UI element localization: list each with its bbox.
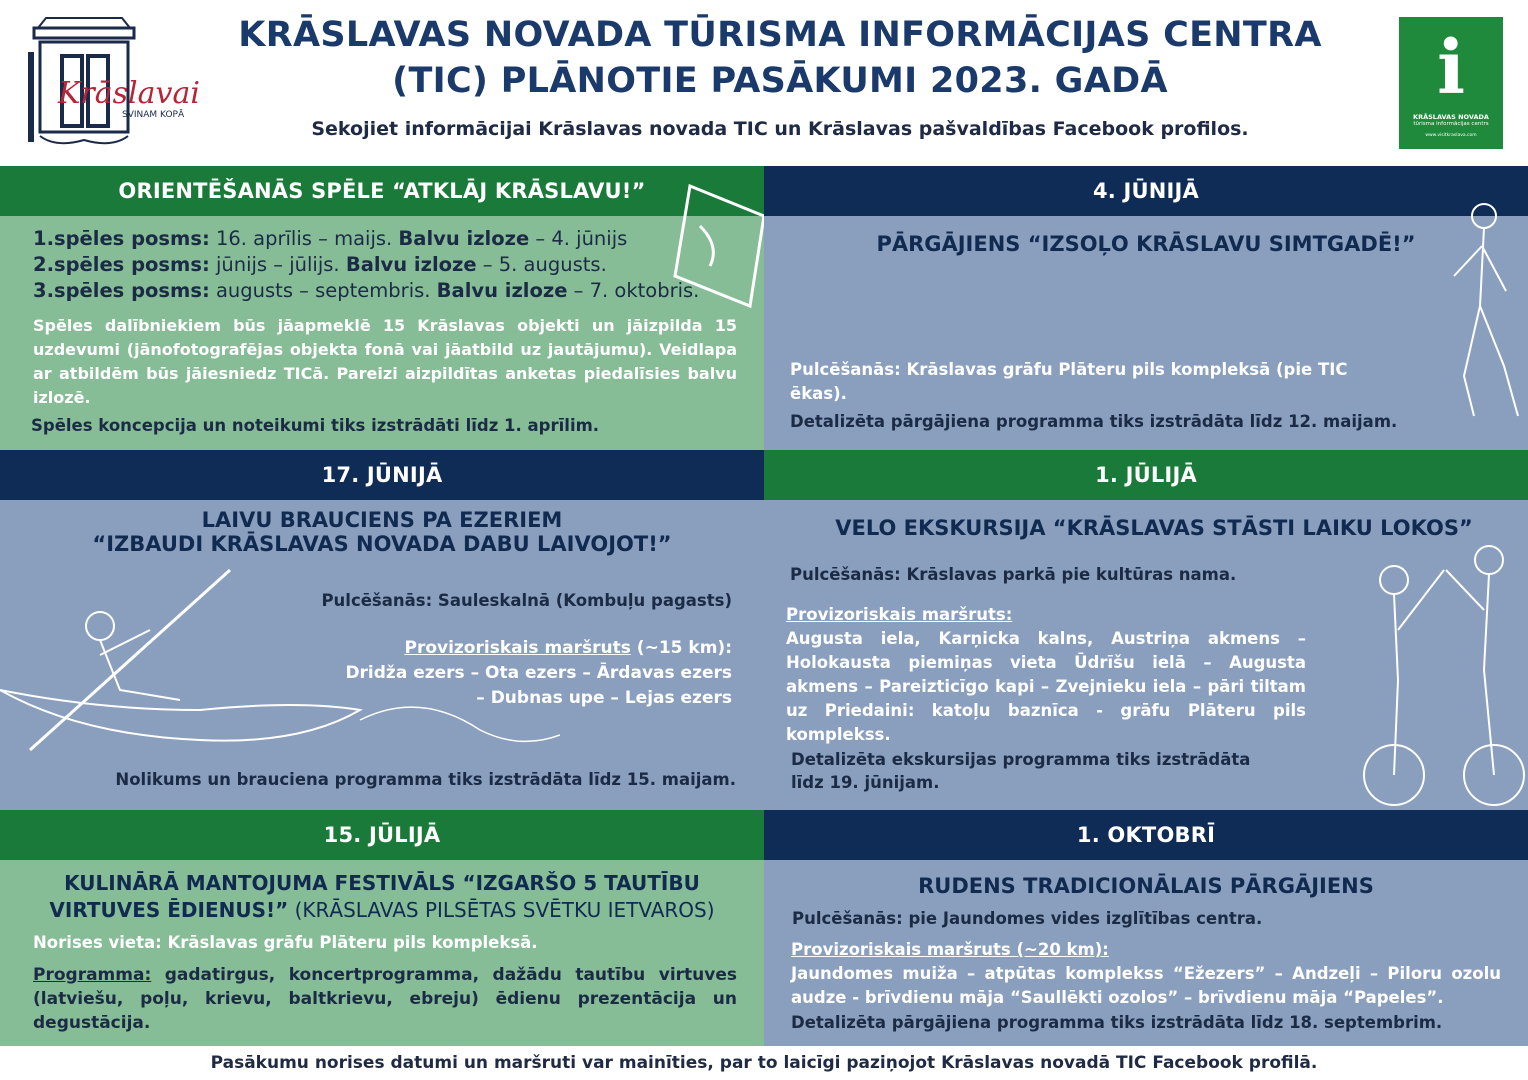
event-bar-july-1: 1. JŪLIJĀ xyxy=(764,450,1528,500)
orienteering-stages xyxy=(33,226,753,304)
tic-info-logo xyxy=(1399,17,1503,149)
logo-tagline: SVINAM KOPĀ xyxy=(122,110,185,120)
boats-heading-line2: “IZBAUDI KRĀSLAVAS NOVADA DABU LAIVOJOT!” xyxy=(92,532,672,556)
boats-heading xyxy=(0,508,764,556)
culinary-heading xyxy=(0,870,764,924)
subtitle: Sekojiet informācijai Krāslavas novada TIC un Krāslavas pašvaldības Facebook profilos. xyxy=(311,118,1249,140)
event-bar-july-15: 15. JŪLIJĀ xyxy=(0,810,764,860)
bike-heading: VELO EKSKURSIJA “KRĀSLAVAS STĀSTI LAIKU LOKOS” xyxy=(835,516,1473,540)
culinary-program xyxy=(33,963,737,1035)
draw-label: Balvu izloze xyxy=(345,253,477,276)
boats-route xyxy=(250,636,732,711)
stage-row xyxy=(33,278,753,304)
draw-date: – 7. oktobris. xyxy=(567,279,700,302)
info-logo-line1: KRĀSLAVAS NOVADA xyxy=(1413,113,1489,121)
autumn-meeting: Pulcēšanās: pie Jaundomes vides izglītības centra. xyxy=(792,909,1263,928)
culinary-program-label: Programma: xyxy=(33,965,152,985)
event-bar-june-17: 17. JŪNIJĀ xyxy=(0,450,764,500)
bike-meeting: Pulcēšanās: Krāslavas parkā pie kultūras nama. xyxy=(790,565,1237,584)
footer-note: Pasākumu norises datumi un maršruti var mainīties, par to laicīgi paziņojot Krāslavas novadā TIC Facebook profilā. xyxy=(0,1046,1528,1080)
culinary-heading-line1: KULINĀRĀ MANTOJUMA FESTIVĀLS “IZGARŠO 5 TAUTĪBU xyxy=(64,871,700,895)
draw-label: Balvu izloze xyxy=(398,227,530,250)
event-panel-boats xyxy=(0,450,764,810)
kraslava-logo xyxy=(26,14,200,154)
info-logo-line2: tūrisma informācijas centrs xyxy=(1413,121,1489,127)
event-bar-june-4: 4. JŪNIJĀ xyxy=(764,166,1528,216)
culinary-venue: Norises vieta: Krāslavas grāfu Plāteru pils kompleksā. xyxy=(33,933,538,952)
stage-period: augusts – septembris. xyxy=(209,279,437,302)
hike-meeting: Pulcēšanās: Krāslavas grāfu Plāteru pils kompleksā (pie TIC ēkas). xyxy=(790,360,1348,403)
autumn-note: Detalizēta pārgājiena programma tiks izstrādāta līdz 18. septembrim. xyxy=(791,1013,1443,1032)
event-bar-october-1: 1. OKTOBRĪ xyxy=(764,810,1528,860)
info-icon: i xyxy=(1436,25,1466,111)
stage-row xyxy=(33,252,753,278)
autumn-route-label: Provizoriskais maršruts (~20 km): xyxy=(791,940,1109,959)
stage-period: 16. aprīlis – maijs. xyxy=(209,227,399,250)
event-panel-hike-june xyxy=(764,166,1528,450)
hike-heading: PĀRGĀJIENS “IZSOĻO KRĀSLAVU SIMTGADĒ!” xyxy=(876,232,1416,256)
event-panel-autumn-hike xyxy=(764,810,1528,1046)
boats-route-title xyxy=(250,636,732,661)
boats-meeting: Pulcēšanās: Sauleskalnā (Kombuļu pagasts) xyxy=(321,591,732,610)
header xyxy=(0,0,1528,166)
stage-label: 1.spēles posms: xyxy=(33,227,210,250)
orienteering-description: Spēles dalībniekiem būs jāapmeklē 15 Krāslavas objekti un jāizpilda 15 uzdevumi (jānofotografējas objekta fonā vai jāatbild uz jautājumu). Veidlapa ar atbildēm būs jāiesniedz TICā. Pareizi aizpildītas anketas piedalīsies balvu izlozē. xyxy=(33,316,737,407)
event-panel-culinary xyxy=(0,810,764,1046)
cyclists-icon xyxy=(1354,530,1528,810)
bike-note xyxy=(791,748,1331,794)
bike-route xyxy=(786,603,1306,747)
draw-date: – 5. augusts. xyxy=(476,253,607,276)
culinary-heading-line2 xyxy=(0,897,764,924)
boats-route-line1: Dridža ezers – Ota ezers – Ārdavas ezers xyxy=(345,663,732,683)
stage-label: 2.spēles posms: xyxy=(33,253,210,276)
stage-label: 3.spēles posms: xyxy=(33,279,210,302)
logo-script-text: Krāslavai xyxy=(58,76,200,111)
boats-route-line2: – Dubnas upe – Lejas ezers xyxy=(476,688,732,708)
event-panel-bike xyxy=(764,450,1528,810)
title-line-1: KRĀSLAVAS NOVADA TŪRISMA INFORMĀCIJAS CENTRA xyxy=(238,15,1322,55)
autumn-route-text: Jaundomes muiža – atpūtas komplekss “Ežezers” – Andzeļi – Piloru ozolu audze - brīvdienu māja “Saullēkti ozolos” – brīvdienu māja “Papeles”. xyxy=(791,964,1501,1007)
culinary-program-text: gadatirgus, koncertprogramma, dažādu tautību virtuves (latviešu, poļu, krievu, baltkrievu, ebreju) ēdienu prezentācija un degustācija. xyxy=(33,965,737,1033)
boats-route-length: (~15 km): xyxy=(630,638,732,658)
boats-heading-line1: LAIVU BRAUCIENS PA EZERIEM xyxy=(201,508,563,532)
boats-note: Nolikums un brauciena programma tiks izstrādāta līdz 15. maijam. xyxy=(115,770,736,789)
page-title xyxy=(200,12,1360,104)
orienteering-note: Spēles koncepcija un noteikumi tiks izstrādāti līdz 1. aprīlim. xyxy=(31,416,600,435)
culinary-heading-bold: VIRTUVES ĒDIENUS!” xyxy=(49,898,289,922)
event-panel-orienteering xyxy=(0,166,764,450)
hike-note: Detalizēta pārgājiena programma tiks izstrādāta līdz 12. maijam. xyxy=(790,412,1398,431)
bike-note-line1: Detalizēta ekskursijas programma tiks izstrādāta xyxy=(791,750,1251,769)
autumn-heading: RUDENS TRADICIONĀLAIS PĀRGĀJIENS xyxy=(918,874,1374,898)
title-line-2: (TIC) PLĀNOTIE PASĀKUMI 2023. GADĀ xyxy=(392,61,1168,101)
draw-label: Balvu izloze xyxy=(436,279,568,302)
culinary-heading-normal: (KRĀSLAVAS PILSĒTAS SVĒTKU IETVAROS) xyxy=(288,898,715,922)
bike-route-label: Provizoriskais maršruts: xyxy=(786,605,1013,624)
bike-route-text: Augusta iela, Karņicka kalns, Austriņa akmens – Holokausta piemiņas vieta Ūdrīšu ielā – Augusta akmens – Pareizticīgo kapi – Zvejnieku iela – pāri tiltam uz Priedaini: katoļu baznīca - grāfu Plāteru pils komplekss. xyxy=(786,629,1306,744)
stage-period: jūnijs – jūlijs. xyxy=(209,253,346,276)
stage-row xyxy=(33,226,753,252)
boats-route-label: Provizoriskais maršruts xyxy=(404,638,631,658)
draw-date: – 4. jūnijs xyxy=(529,227,628,250)
event-bar-orienteering: ORIENTĒŠANĀS SPĒLE “ATKLĀJ KRĀSLAVU!” xyxy=(0,166,764,216)
info-logo-line3: www.visitkraslava.com xyxy=(1425,133,1477,138)
bike-note-line2: līdz 19. jūnijam. xyxy=(791,773,940,792)
autumn-route xyxy=(791,938,1501,1010)
